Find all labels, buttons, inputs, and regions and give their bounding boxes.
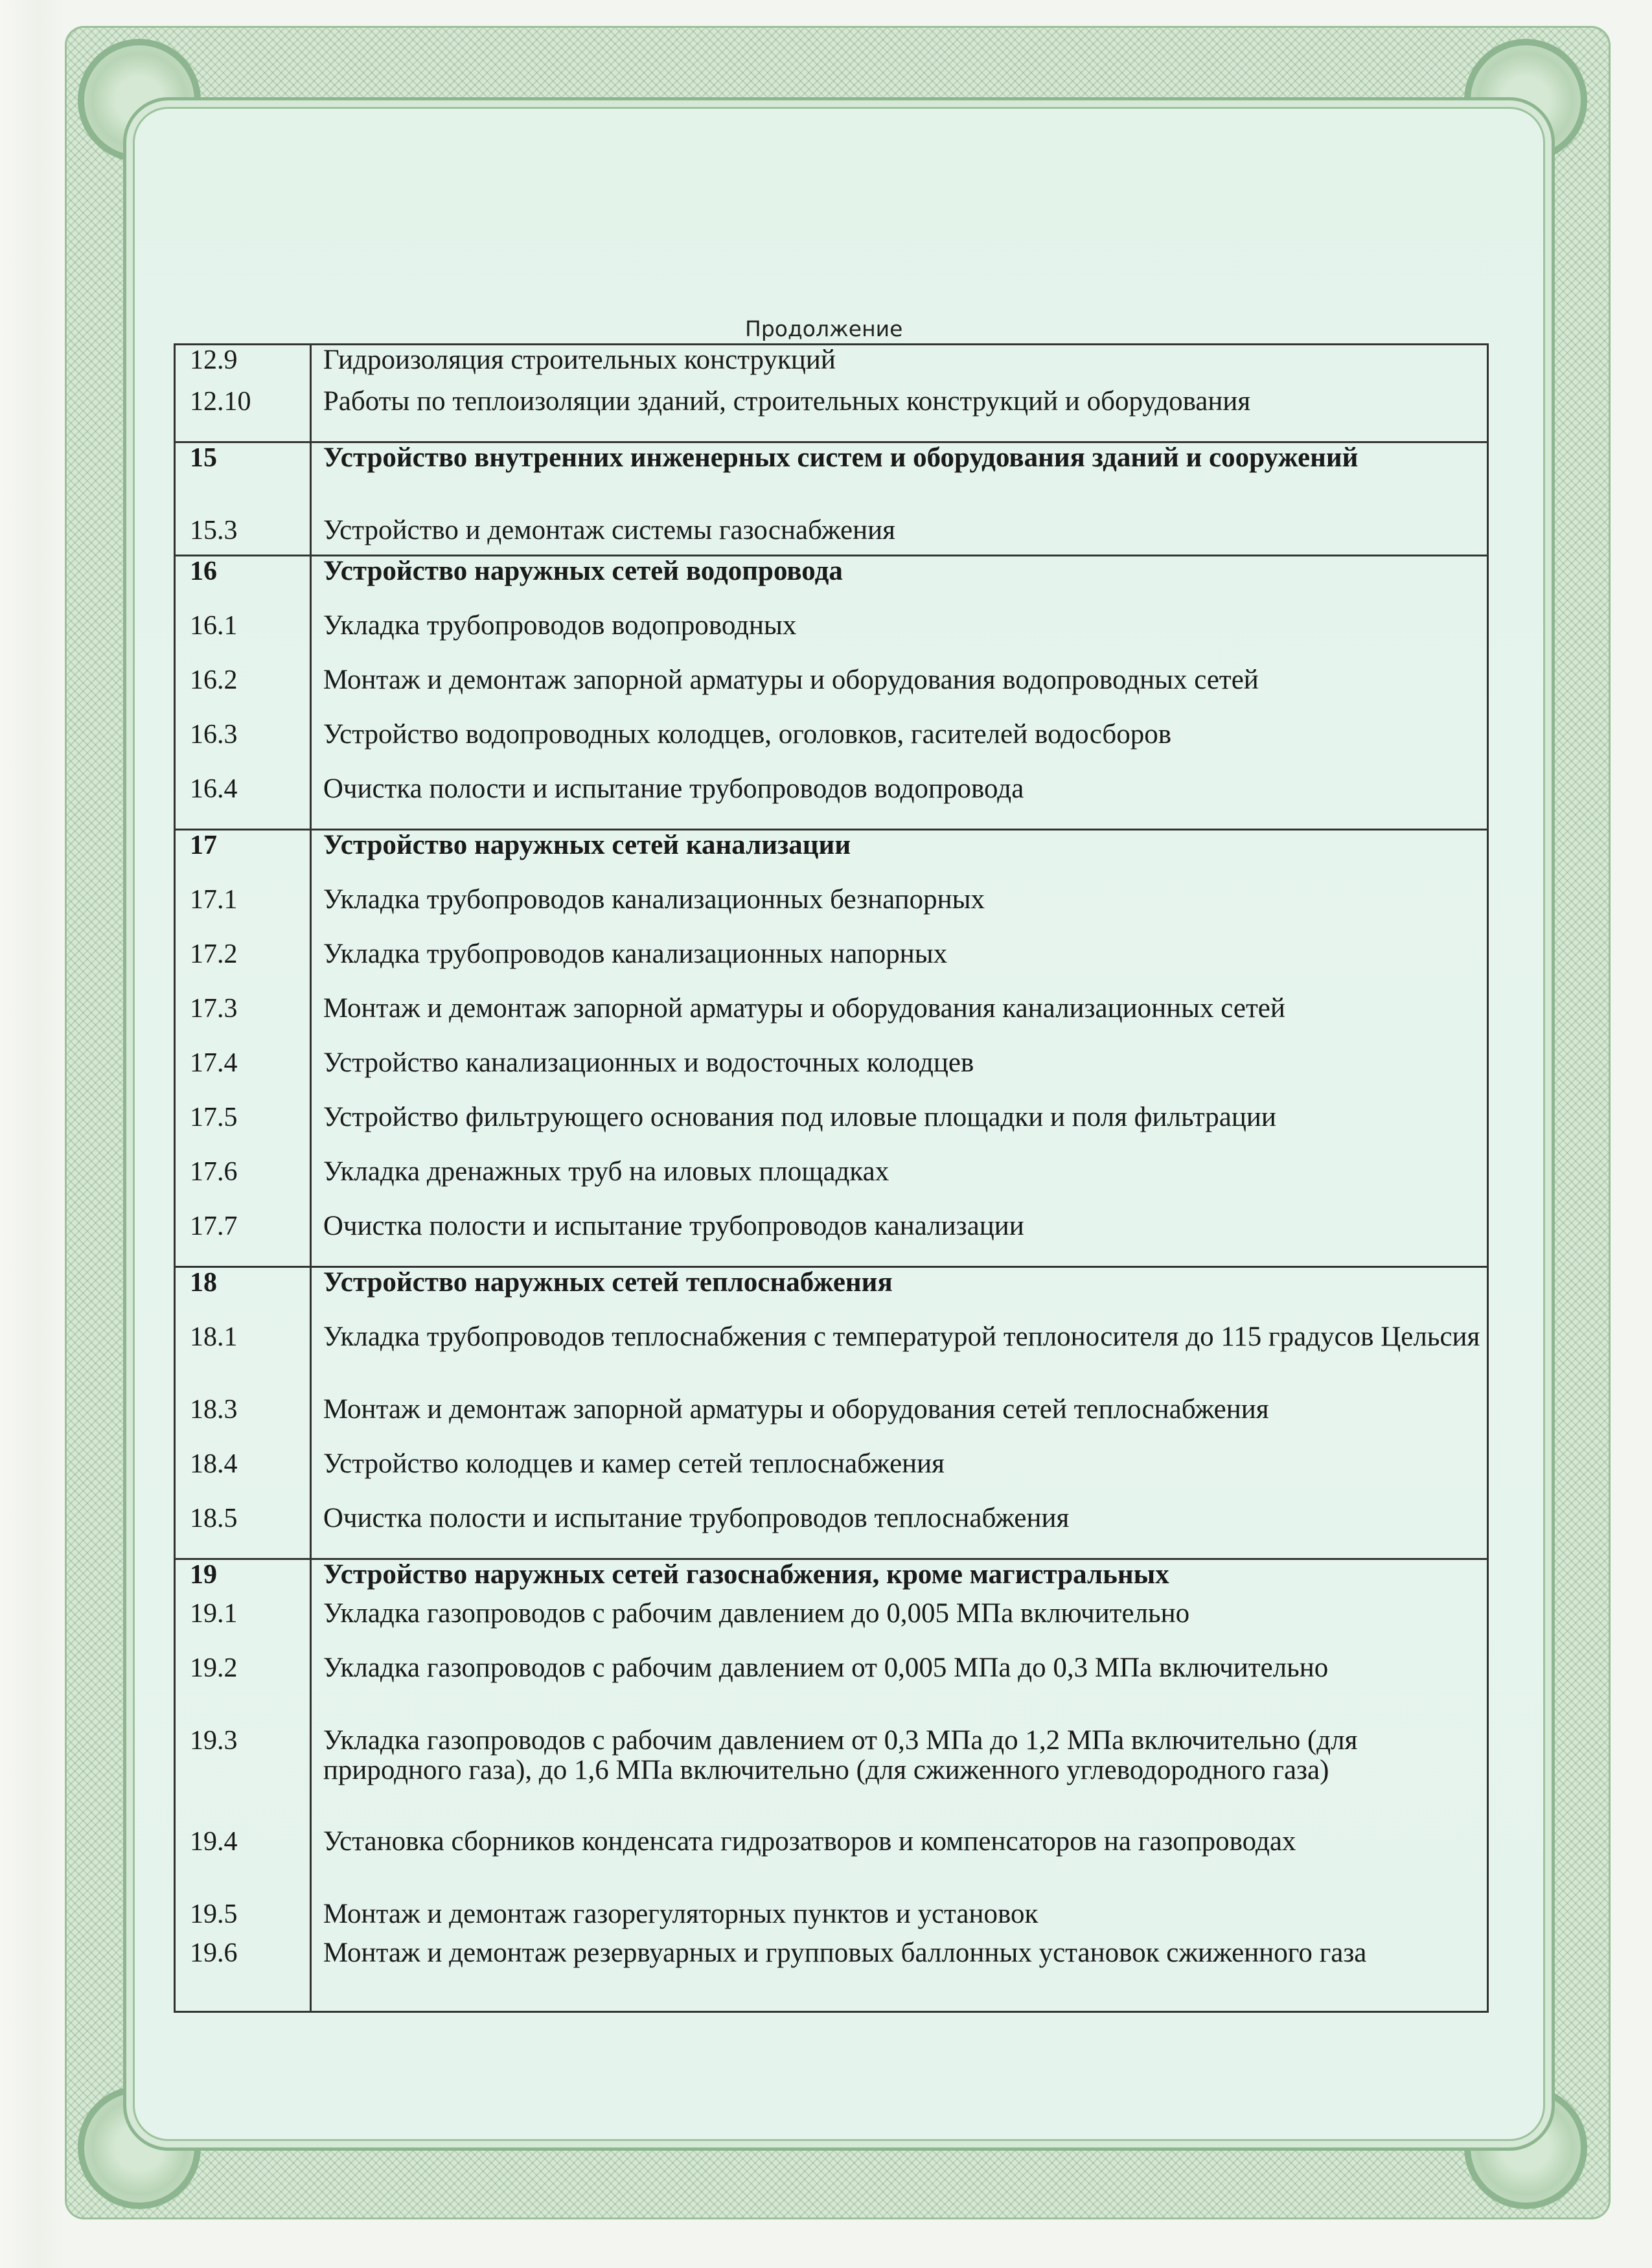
table-row xyxy=(175,1395,1488,1449)
row-number: 15 xyxy=(175,442,311,516)
row-text: Укладка трубопроводов канализационных напорных xyxy=(310,939,1487,994)
row-text: Очистка полости и испытание трубопроводов теплоснабжения xyxy=(310,1504,1487,1559)
row-text: Работы по теплоизоляции зданий, строительных конструкций и оборудования xyxy=(310,387,1487,442)
table-row xyxy=(175,1653,1488,1726)
row-text: Устройство канализационных и водосточных колодцев xyxy=(310,1048,1487,1103)
row-number: 17 xyxy=(175,830,311,886)
table-row xyxy=(175,720,1488,774)
table-row xyxy=(175,345,1488,387)
row-number: 17.3 xyxy=(175,994,311,1048)
row-number: 19 xyxy=(175,1559,311,1599)
table-row xyxy=(175,1899,1488,1938)
table-row xyxy=(175,885,1488,939)
table-row xyxy=(175,1827,1488,1899)
row-text: Устройство наружных сетей газоснабжения, кроме магистральных xyxy=(310,1559,1487,1599)
row-number: 19.4 xyxy=(175,1827,311,1899)
row-text: Монтаж и демонтаж запорной арматуры и оборудования водопроводных сетей xyxy=(310,665,1487,720)
row-text: Гидроизоляция строительных конструкций xyxy=(310,345,1487,387)
row-text: Устройство и демонтаж системы газоснабжения xyxy=(310,516,1487,556)
row-text: Устройство внутренних инженерных систем и оборудования зданий и сооружений xyxy=(310,442,1487,516)
table-row xyxy=(175,516,1488,556)
row-text: Укладка трубопроводов теплоснабжения с температурой теплоносителя до 115 градусов Цельсия xyxy=(310,1322,1487,1395)
row-number: 17.1 xyxy=(175,885,311,939)
row-number: 12.9 xyxy=(175,345,311,387)
table-row xyxy=(175,1048,1488,1103)
row-number: 16 xyxy=(175,556,311,612)
row-number: 16.4 xyxy=(175,774,311,830)
row-text: Укладка газопроводов с рабочим давлением от 0,005 МПа до 0,3 МПа включительно xyxy=(310,1653,1487,1726)
row-number: 17.6 xyxy=(175,1157,311,1211)
group-header-row xyxy=(175,830,1488,886)
row-number: 18.3 xyxy=(175,1395,311,1449)
row-text: Монтаж и демонтаж запорной арматуры и оборудования сетей теплоснабжения xyxy=(310,1395,1487,1449)
table-row xyxy=(175,1322,1488,1395)
row-number: 17.2 xyxy=(175,939,311,994)
row-text: Укладка газопроводов с рабочим давлением от 0,3 МПа до 1,2 МПа включительно (для природного газа), до 1,6 МПа включительно (для сжиженного углеводородного газа) xyxy=(310,1726,1487,1827)
row-text: Укладка трубопроводов канализационных безнапорных xyxy=(310,885,1487,939)
table-row xyxy=(175,1504,1488,1559)
row-text: Устройство колодцев и камер сетей теплоснабжения xyxy=(310,1449,1487,1504)
table-row xyxy=(175,1599,1488,1653)
row-number: 16.1 xyxy=(175,611,311,665)
row-number: 17.4 xyxy=(175,1048,311,1103)
row-text: Монтаж и демонтаж газорегуляторных пунктов и установок xyxy=(310,1899,1487,1938)
table-row xyxy=(175,1103,1488,1157)
row-text: Устройство наружных сетей теплоснабжения xyxy=(310,1267,1487,1323)
row-number: 18.4 xyxy=(175,1449,311,1504)
group-header-row xyxy=(175,1559,1488,1599)
row-number: 19.2 xyxy=(175,1653,311,1726)
row-text: Укладка трубопроводов водопроводных xyxy=(310,611,1487,665)
table-row xyxy=(175,611,1488,665)
continuation-caption: Продолжение xyxy=(745,316,903,341)
row-number: 18.5 xyxy=(175,1504,311,1559)
row-text: Укладка газопроводов с рабочим давлением до 0,005 МПа включительно xyxy=(310,1599,1487,1653)
row-number: 19.6 xyxy=(175,1938,311,2012)
table-row xyxy=(175,1157,1488,1211)
table-row xyxy=(175,387,1488,442)
row-number: 15.3 xyxy=(175,516,311,556)
row-text: Монтаж и демонтаж резервуарных и групповых баллонных установок сжиженного газа xyxy=(310,1938,1487,2012)
row-text: Укладка дренажных труб на иловых площадках xyxy=(310,1157,1487,1211)
row-text: Монтаж и демонтаж запорной арматуры и оборудования канализационных сетей xyxy=(310,994,1487,1048)
row-number: 19.3 xyxy=(175,1726,311,1827)
row-text: Устройство водопроводных колодцев, оголовков, гасителей водосборов xyxy=(310,720,1487,774)
table-row xyxy=(175,1726,1488,1827)
row-number: 16.2 xyxy=(175,665,311,720)
group-header-row xyxy=(175,556,1488,612)
row-text: Устройство фильтрующего основания под иловые площадки и поля фильтрации xyxy=(310,1103,1487,1157)
table-row xyxy=(175,939,1488,994)
row-number: 18.1 xyxy=(175,1322,311,1395)
row-number: 19.5 xyxy=(175,1899,311,1938)
row-number: 19.1 xyxy=(175,1599,311,1653)
row-text: Устройство наружных сетей канализации xyxy=(310,830,1487,886)
row-number: 12.10 xyxy=(175,387,311,442)
row-number: 18 xyxy=(175,1267,311,1323)
row-number: 17.5 xyxy=(175,1103,311,1157)
table-row xyxy=(175,994,1488,1048)
row-text: Установка сборников конденсата гидрозатворов и компенсаторов на газопроводах xyxy=(310,1827,1487,1899)
table-row xyxy=(175,1211,1488,1267)
row-text: Очистка полости и испытание трубопроводов водопровода xyxy=(310,774,1487,830)
row-number: 17.7 xyxy=(175,1211,311,1267)
group-header-row xyxy=(175,1267,1488,1323)
work-types-table xyxy=(174,343,1489,2013)
table-row xyxy=(175,774,1488,830)
table-row xyxy=(175,1938,1488,2012)
row-number: 16.3 xyxy=(175,720,311,774)
row-text: Устройство наружных сетей водопровода xyxy=(310,556,1487,612)
group-header-row xyxy=(175,442,1488,516)
row-text: Очистка полости и испытание трубопроводов канализации xyxy=(310,1211,1487,1267)
table-row xyxy=(175,665,1488,720)
table-row xyxy=(175,1449,1488,1504)
